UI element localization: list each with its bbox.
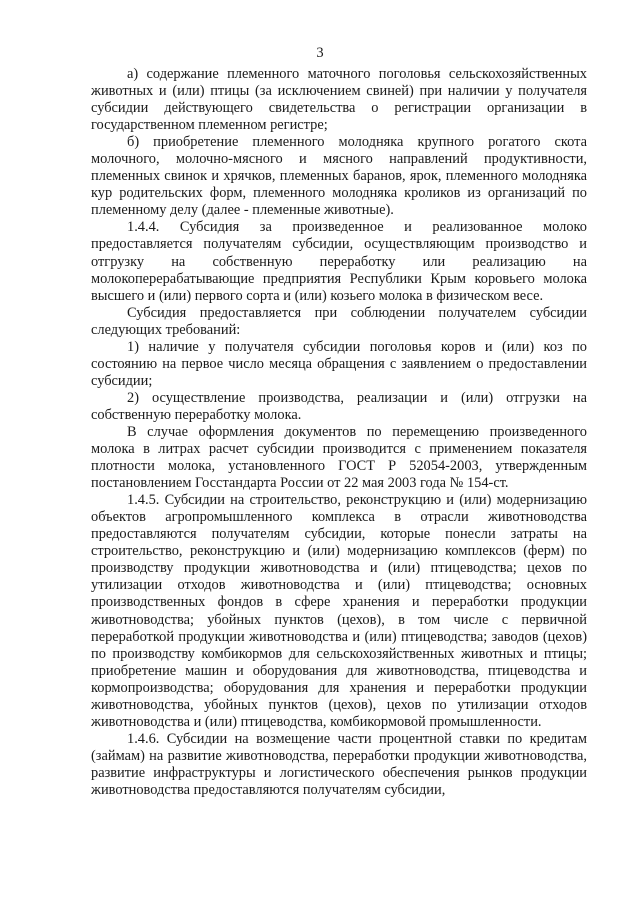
page-number: 3 [316, 45, 324, 61]
paragraph-1-4-6: 1.4.6. Субсидии на возмещение части процентной ставки по кредитам (займам) на развитие животноводства, переработки продукции животноводства, развитие инфраструктуры и логистического обеспечения рынков продукции животноводства предоставляются получателям субсидии, [91, 730, 587, 798]
paragraph-1-4-4: 1.4.4. Субсидия за произведенное и реализованное молоко предоставляется получателям субсидии, осуществляющим производство и отгрузку на собственную переработку или реализацию на молокоперерабатывающие предприятия Республики Крым коровьего молока высшего и (или) первого сорта и (или) козьего молока в физическом весе. [91, 219, 587, 304]
document-body [91, 66, 587, 799]
paragraph-1-4-5: 1.4.5. Субсидии на строительство, реконструкцию и (или) модернизацию объектов агропромышленного комплекса в отрасли животноводства предоставляются получателям субсидии, которые понесли затраты на строительство, реконструкцию и (или) модернизацию комплексов (ферм) по производству продукции животноводства и (или) птицеводства; цехов по утилизации отходов животноводства и (или) птицеводства; основных производственных фондов в сфере хранения и переработки продукции животноводства; убойных пунктов (цехов), в том числе с первичной переработкой продукции животноводства и (или) птицеводства; заводов (цехов) по производству комбикормов для сельскохозяйственных животных и птицы; приобретение машин и оборудования для животноводства, птицеводства и кормопроизводства; оборудования для хранения и переработки продукции животноводства, убойных пунктов (цехов), цехов по утилизации отходов животноводства и (или) птицеводства, комбикормовой промышленности. [91, 492, 587, 730]
paragraph-milk-density: В случае оформления документов по перемещению произведенного молока в литрах расчет субсидии производится с применением показателя плотности молока, установленного ГОСТ Р 52054-2003, утвержденным постановлением Госстандарта России от 22 мая 2003 года № 154-ст. [91, 423, 587, 492]
paragraph-requirement-1: 1) наличие у получателя субсидии поголовья коров и (или) коз по состоянию на первое число месяца обращения с заявлением о предоставлении субсидии; [91, 338, 587, 389]
paragraph-subsidy-requirements: Субсидия предоставляется при соблюдении получателем субсидии следующих требований: [91, 304, 587, 338]
paragraph-item-b: б) приобретение племенного молодняка крупного рогатого скота молочного, молочно-мясного и мясного направлений продуктивности, племенных свинок и хрячков, племенных баранов, ярок, племенного молодняка кур родительских форм, племенного молодняка кроликов из организаций по племенному делу (далее - племенные животные). [91, 134, 587, 219]
paragraph-item-a: а) содержание племенного маточного поголовья сельскохозяйственных животных и (или) птицы (за исключением свиней) при наличии у получателя субсидии действующего свидетельства о регистрации организации в государственном племенном регистре; [91, 66, 587, 134]
paragraph-requirement-2: 2) осуществление производства, реализации и (или) отгрузки на собственную переработку молока. [91, 389, 587, 423]
